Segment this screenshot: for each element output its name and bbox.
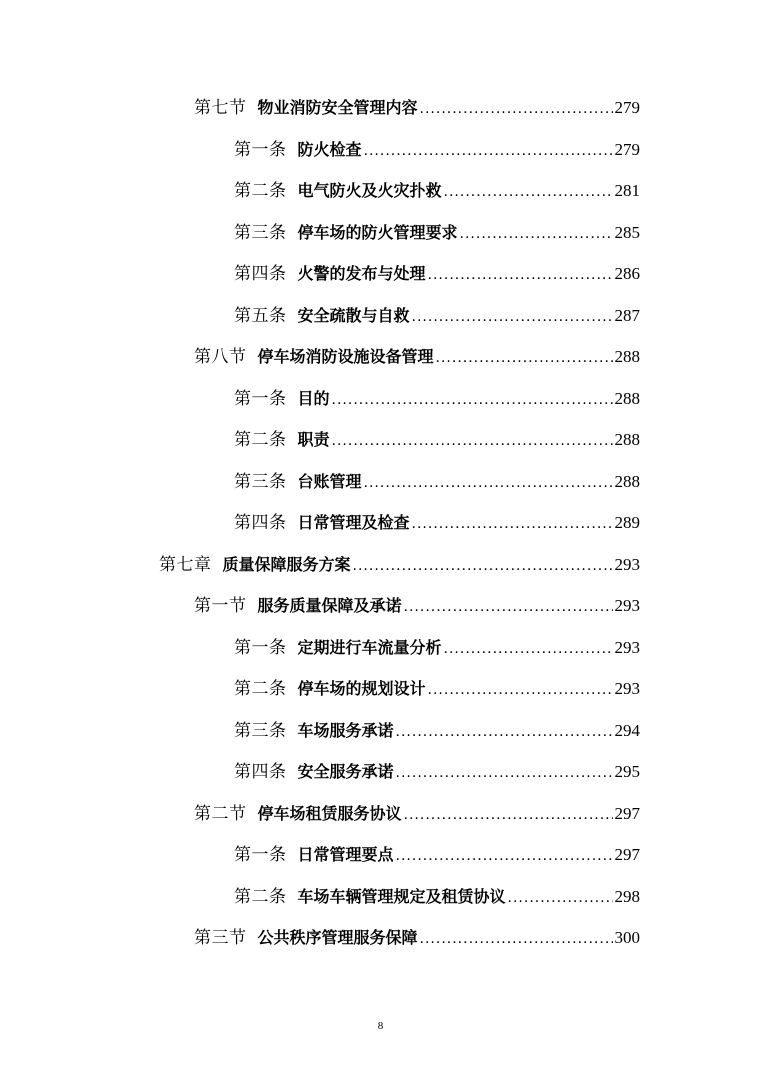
toc-entry[interactable] [194,97,640,119]
toc-number: 第二条 [234,679,287,699]
toc-title: 停车场租赁服务协议 [257,804,402,823]
toc-number: 第二条 [234,181,287,201]
toc-title: 停车场的防火管理要求 [297,223,458,242]
toc-page-number: 279 [614,140,640,159]
toc-page-number: 293 [614,596,640,615]
toc-entry[interactable] [234,471,640,493]
toc-dot-leader [353,555,613,577]
toc-entry[interactable] [234,139,640,161]
toc-title: 停车场消防设施设备管理 [257,347,434,366]
toc-dot-leader [412,513,613,535]
toc-dot-leader [404,804,613,826]
toc-entry[interactable] [234,637,640,659]
toc-dot-leader [436,347,613,369]
toc-number: 第八节 [194,347,247,367]
toc-dot-leader [420,928,613,950]
toc-dot-leader [396,721,613,743]
toc-title: 目的 [297,389,330,408]
toc-title: 火警的发布与处理 [297,264,426,283]
toc-dot-leader [364,140,613,162]
page-number: 8 [377,1020,384,1032]
toc-page-number: 286 [614,264,640,283]
toc-entry[interactable] [194,346,640,368]
toc-dot-leader [444,638,613,660]
toc-dot-leader [428,679,613,701]
toc-page-number: 288 [614,347,640,366]
toc-number: 第三条 [234,223,287,243]
toc-number: 第三条 [234,472,287,492]
toc-title: 日常管理及检查 [297,513,410,532]
toc-entry[interactable] [234,305,640,327]
toc-entry[interactable] [234,678,640,700]
toc-page-number: 293 [614,638,640,657]
toc-number: 第四条 [234,264,287,284]
toc-title: 安全服务承诺 [297,762,394,781]
toc-entry[interactable] [194,595,640,617]
toc-page-number: 293 [614,679,640,698]
toc-page-number: 297 [614,845,640,864]
toc-dot-leader [428,264,613,286]
toc-dot-leader [332,389,613,411]
toc-entry[interactable] [234,222,640,244]
toc-title: 职责 [297,430,330,449]
toc-page-number: 279 [614,98,640,117]
toc-number: 第二节 [194,804,247,824]
toc-title: 质量保障服务方案 [222,555,351,574]
toc-page-number: 288 [614,430,640,449]
toc-title: 车场车辆管理规定及租赁协议 [297,887,506,906]
toc-dot-leader [508,887,613,909]
toc-entry[interactable] [234,761,640,783]
toc-page-number: 289 [614,513,640,532]
toc-dot-leader [396,845,613,867]
toc-page-number: 281 [614,181,640,200]
toc-entry[interactable] [234,720,640,742]
toc-title: 停车场的规划设计 [297,679,426,698]
toc-page-number: 297 [614,804,640,823]
toc-entry[interactable] [194,927,640,949]
toc-title: 电气防火及火灾扑救 [297,181,442,200]
toc-number: 第五条 [234,306,287,326]
toc-page-number: 288 [614,389,640,408]
toc-dot-leader [460,223,613,245]
toc-title: 物业消防安全管理内容 [257,98,418,117]
toc-number: 第一节 [194,596,247,616]
toc-entry[interactable] [234,512,640,534]
toc-dot-leader [364,472,613,494]
toc-entry[interactable] [234,886,640,908]
toc-page-number: 295 [614,762,640,781]
toc-entry[interactable] [234,180,640,202]
toc-page-number: 287 [614,306,640,325]
toc-dot-leader [420,98,613,120]
toc-number: 第三条 [234,721,287,741]
toc-number: 第三节 [194,928,247,948]
toc-number: 第四条 [234,513,287,533]
toc-page-number: 293 [614,555,640,574]
toc-number: 第一条 [234,389,287,409]
toc-title: 车场服务承诺 [297,721,394,740]
toc-title: 服务质量保障及承诺 [257,596,402,615]
toc-entry[interactable] [159,554,640,576]
toc-number: 第二条 [234,430,287,450]
toc-number: 第一条 [234,140,287,160]
toc-number: 第一条 [234,638,287,658]
toc-number: 第七章 [159,555,212,575]
toc-entry[interactable] [234,388,640,410]
toc-dot-leader [404,596,613,618]
toc-number: 第七节 [194,98,247,118]
toc-dot-leader [332,430,613,452]
toc-title: 防火检查 [297,140,362,159]
toc-entry[interactable] [234,844,640,866]
toc-page-number: 285 [614,223,640,242]
toc-title: 公共秩序管理服务保障 [257,928,418,947]
toc-dot-leader [412,306,613,328]
toc-page-number: 298 [614,887,640,906]
toc-title: 定期进行车流量分析 [297,638,442,657]
toc-number: 第四条 [234,762,287,782]
toc-entry[interactable] [234,429,640,451]
toc-page-number: 288 [614,472,640,491]
toc-page-number: 294 [614,721,640,740]
toc-title: 安全疏散与自救 [297,306,410,325]
toc-number: 第一条 [234,845,287,865]
toc-dot-leader [396,762,613,784]
toc-title: 台账管理 [297,472,362,491]
toc-number: 第二条 [234,887,287,907]
toc-entry[interactable] [194,803,640,825]
toc-page-number: 300 [614,928,640,947]
toc-entry[interactable] [234,263,640,285]
toc-dot-leader [444,181,613,203]
toc-title: 日常管理要点 [297,845,394,864]
